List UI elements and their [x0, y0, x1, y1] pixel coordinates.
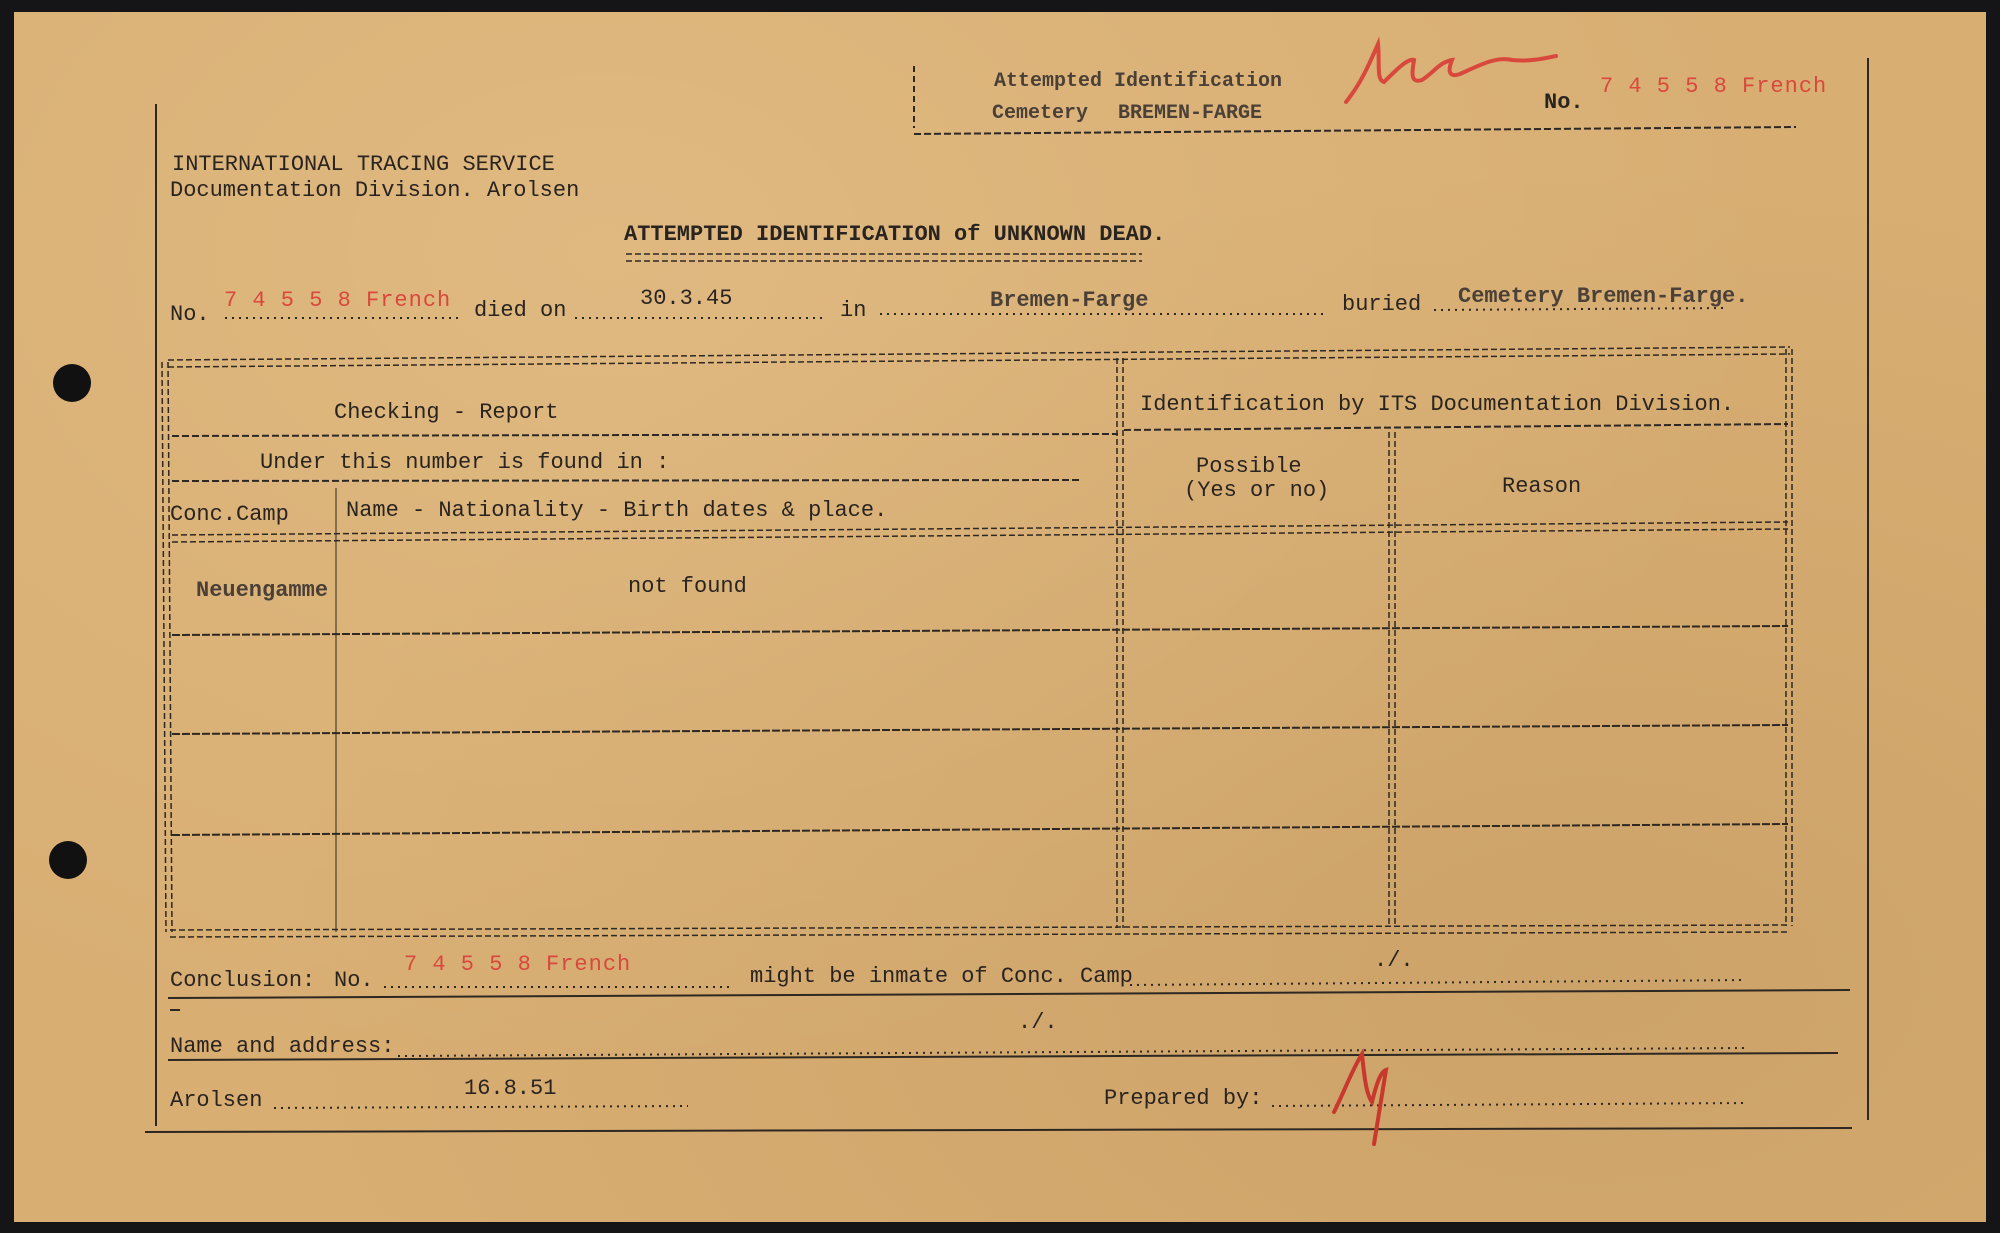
record-in-value: Bremen-Farge — [990, 288, 1149, 313]
record-buried-label: buried — [1342, 292, 1422, 317]
place-label: Arolsen — [170, 1088, 263, 1113]
record-no-value: 7 4 5 5 8 French — [224, 288, 452, 313]
handwritten-mark-red — [1346, 44, 1556, 102]
name-address-label: Name and address: — [170, 1034, 395, 1059]
under-number-label: Under this number is found in : — [260, 450, 670, 475]
page-title: ATTEMPTED IDENTIFICATION of UNKNOWN DEAD. — [624, 222, 1166, 247]
record-in-label: in — [840, 298, 867, 323]
conclusion-no-value: 7 4 5 5 8 French — [404, 952, 632, 977]
stamp-cemetery-label: Cemetery — [992, 102, 1089, 125]
prepared-by-label: Prepared by: — [1104, 1086, 1263, 1111]
col-possible-line1: Possible — [1196, 454, 1302, 479]
stamp-no-label: No. — [1544, 90, 1584, 115]
signature-red — [1334, 1054, 1386, 1144]
date-value: 16.8.51 — [464, 1076, 557, 1101]
conclusion-no-label: No. — [334, 968, 374, 993]
conclusion-camp-value: ./. — [1374, 948, 1414, 973]
col-reason: Reason — [1502, 474, 1582, 499]
stamp-no-value: 7 4 5 5 8 French — [1600, 74, 1828, 99]
col-name-nationality: Name - Nationality - Birth dates & place. — [346, 498, 888, 523]
stamp-line1: Attempted Identification — [994, 70, 1283, 93]
row1-camp: Neuengamme — [196, 578, 329, 603]
record-no-label: No. — [170, 302, 210, 327]
stamp-cemetery-value: BREMEN-FARGE — [1118, 102, 1263, 125]
record-buried-value: Cemetery Bremen-Farge. — [1458, 284, 1749, 309]
org-line2: Documentation Division. Arolsen — [170, 178, 580, 203]
conclusion-label: Conclusion: — [170, 968, 316, 993]
name-address-value: ./. — [1018, 1010, 1058, 1035]
record-died-value: 30.3.45 — [640, 286, 733, 311]
col-conc-camp: Conc.Camp — [170, 502, 289, 527]
conclusion-might-be: might be inmate of Conc. Camp — [750, 964, 1133, 989]
checking-report-header: Checking - Report — [334, 400, 559, 425]
ident-header: Identification by ITS Documentation Division. — [1140, 392, 1735, 417]
record-died-label: died on — [474, 298, 567, 323]
row1-name: not found — [628, 574, 747, 599]
org-line1: INTERNATIONAL TRACING SERVICE — [172, 152, 555, 177]
col-possible-line2: (Yes or no) — [1184, 478, 1330, 503]
